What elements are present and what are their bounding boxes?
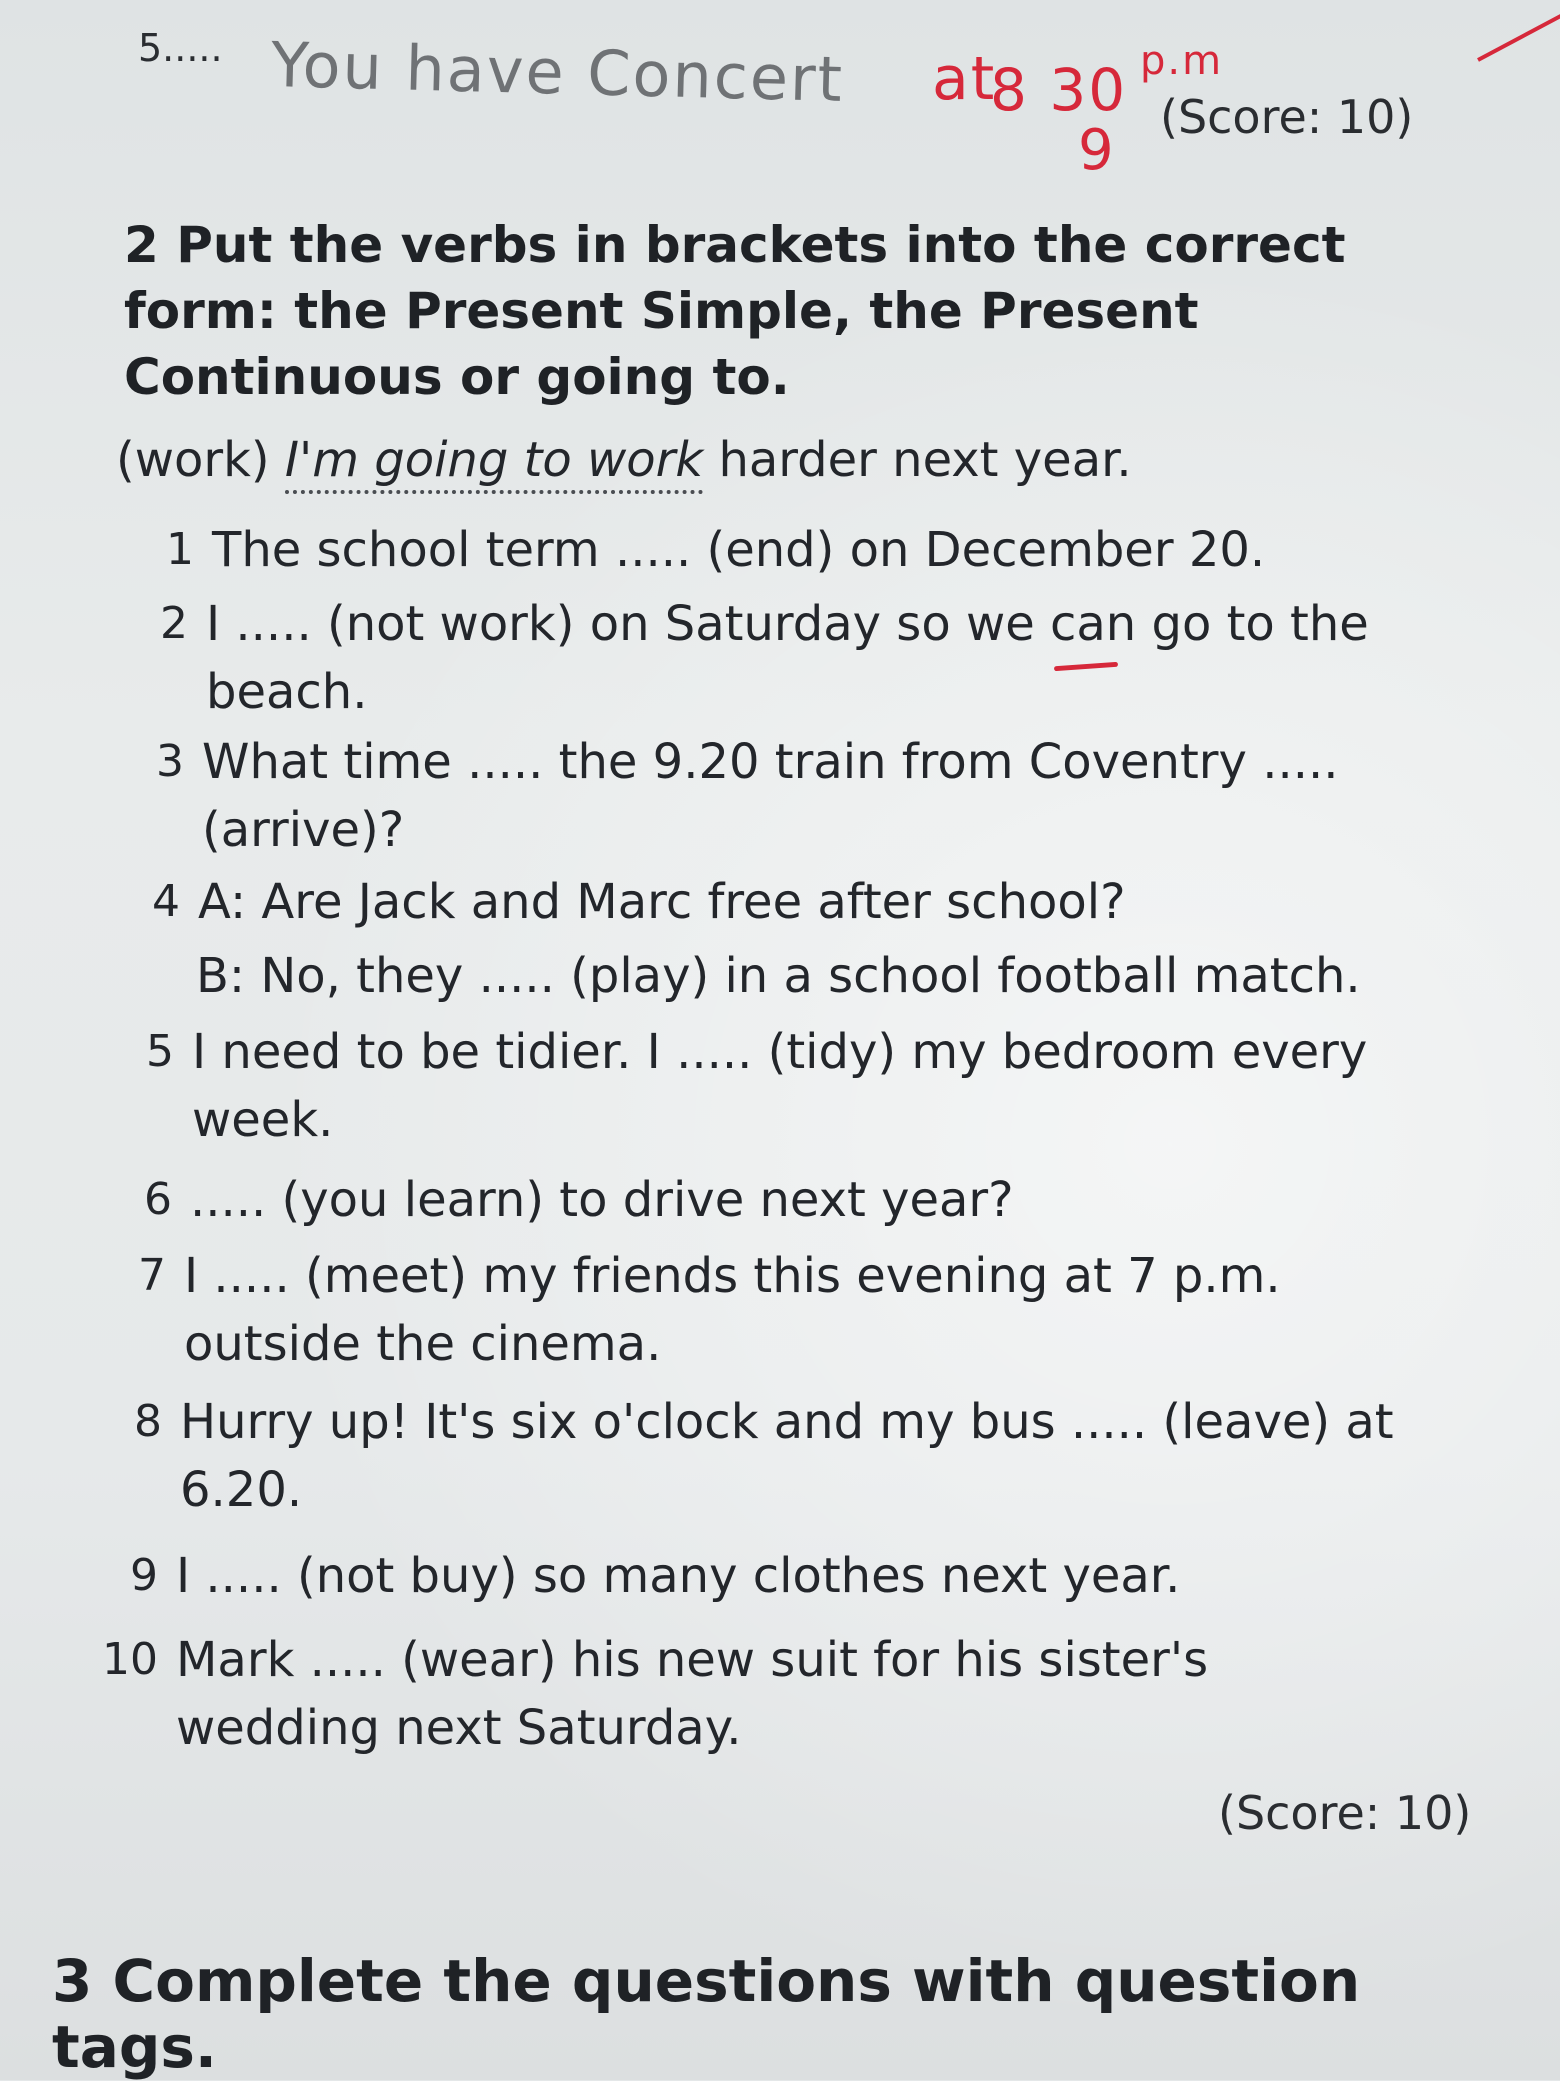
exercise-item-text: ..... (you learn) to drive next year? bbox=[190, 1172, 1014, 1228]
exercise-item-number: 2 bbox=[160, 598, 188, 649]
exercise-item-number: 10 bbox=[102, 1634, 158, 1685]
exercise-item-number: 9 bbox=[130, 1550, 158, 1601]
score-label-section2: (Score: 10) bbox=[1218, 1786, 1472, 1840]
exercise-item bbox=[196, 942, 1536, 1010]
exercise-item bbox=[146, 1018, 1492, 1154]
exercise-item-text: The school term ..... (end) on December 20. bbox=[212, 522, 1266, 578]
red-correction-stroke bbox=[1477, 2, 1560, 62]
exercise-item bbox=[152, 868, 1498, 936]
example-rest: harder next year. bbox=[718, 432, 1132, 488]
exercise-item-number: 4 bbox=[152, 876, 180, 927]
example-answer: I'm going to work bbox=[285, 432, 703, 494]
exercise-item bbox=[130, 1542, 1476, 1610]
exercise-item-number: 3 bbox=[156, 736, 184, 787]
score-label-section1: (Score: 10) bbox=[1160, 90, 1414, 144]
exercise-item-text: Hurry up! It's six o'clock and my bus ..... (leave) at 6.20. bbox=[180, 1394, 1394, 1518]
exercise-item-text: Mark ..... (wear) his new suit for his sister's wedding next Saturday. bbox=[176, 1632, 1209, 1756]
handwritten-correction-time: 8 30 bbox=[990, 56, 1128, 124]
exercise-item bbox=[166, 516, 1452, 584]
handwritten-correction-at: at bbox=[932, 44, 997, 114]
exercise-item-number: 1 bbox=[166, 524, 194, 575]
exercise-item-text: B: No, they ..... (play) in a school football match. bbox=[196, 948, 1361, 1004]
exercise-item bbox=[134, 1388, 1520, 1524]
exercise-item-number: 5 bbox=[146, 1026, 174, 1077]
exercise-3-heading: 3 Complete the questions with question tags. bbox=[52, 1947, 1361, 2081]
handwritten-answer: You have Concert bbox=[270, 28, 845, 116]
exercise-item bbox=[102, 1626, 1376, 1762]
exercise-2-heading: 2 Put the verbs in brackets into the correct form: the Present Simple, the Present Continuous or going to. bbox=[124, 216, 1346, 406]
exercise-item-text: I ..... (meet) my friends this evening at 7 p.m. outside the cinema. bbox=[184, 1248, 1281, 1372]
exercise-item-number: 7 bbox=[138, 1250, 166, 1301]
exercise-item-text: A: Are Jack and Marc free after school? bbox=[198, 874, 1126, 930]
example-verb: (work) bbox=[116, 432, 270, 488]
handwritten-grade-mark: 9 bbox=[1078, 118, 1116, 183]
handwritten-correction-pm: p.m bbox=[1140, 38, 1224, 84]
exercise-item-text: I ..... (not work) on Saturday so we can go to the beach. bbox=[206, 596, 1369, 720]
exercise-item bbox=[144, 1166, 1490, 1234]
exercise-item bbox=[156, 728, 1462, 864]
exercise-item-text: I ..... (not buy) so many clothes next year. bbox=[176, 1548, 1181, 1604]
exercise-item-number: 8 bbox=[134, 1396, 162, 1447]
previous-item-number: 5..... bbox=[138, 26, 223, 70]
exercise-item bbox=[138, 1242, 1444, 1378]
exercise-item-number: 6 bbox=[144, 1174, 172, 1225]
exercise-item-text: I need to be tidier. I ..... (tidy) my bedroom every week. bbox=[192, 1024, 1368, 1148]
exercise-item bbox=[160, 590, 1446, 726]
exercise-2-example bbox=[116, 432, 1132, 488]
exercise-item-text: What time ..... the 9.20 train from Coventry ..... (arrive)? bbox=[202, 734, 1339, 858]
